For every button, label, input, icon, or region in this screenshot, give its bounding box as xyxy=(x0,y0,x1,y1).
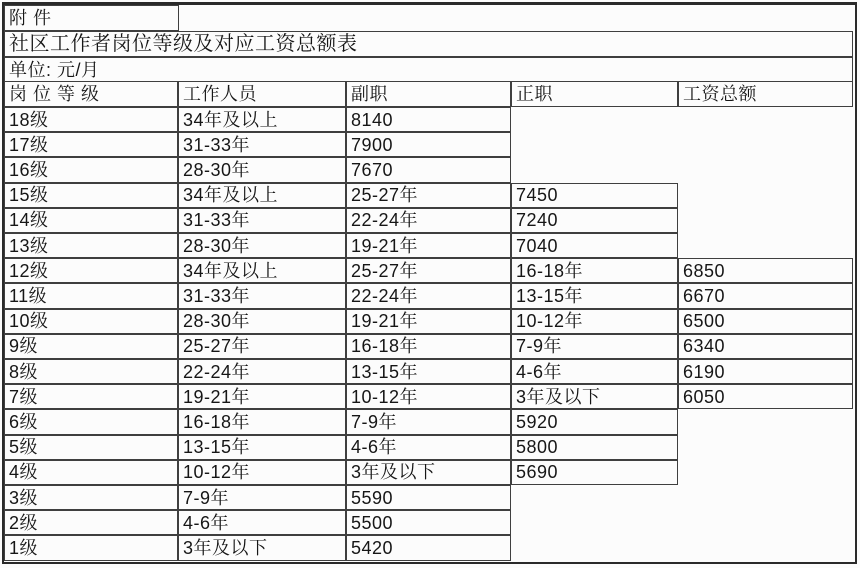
column-header: 工资总额 xyxy=(678,81,853,107)
table-cell: 6340 xyxy=(678,334,853,359)
table-cell: 3级 xyxy=(4,485,178,510)
table-cell: 6670 xyxy=(678,283,853,308)
table-cell: 13级 xyxy=(4,233,178,258)
table-cell: 16-18年 xyxy=(346,334,511,359)
table-cell: 34年及以上 xyxy=(178,258,346,283)
table-cell: 7240 xyxy=(511,208,678,233)
table-cell: 14级 xyxy=(4,208,178,233)
table-cell: 16-18年 xyxy=(178,409,346,434)
table-cell: 10-12年 xyxy=(346,384,511,409)
table-cell: 3年及以下 xyxy=(346,460,511,485)
table-cell: 31-33年 xyxy=(178,132,346,157)
table-cell: 22-24年 xyxy=(178,359,346,384)
table-cell: 7670 xyxy=(346,157,511,182)
table-cell: 31-33年 xyxy=(178,208,346,233)
table-cell: 6050 xyxy=(678,384,853,409)
table-cell: 18级 xyxy=(4,107,178,132)
attachment-label-cell: 附 件 xyxy=(4,5,179,31)
table-cell: 34年及以上 xyxy=(178,107,346,132)
table-cell: 6500 xyxy=(678,309,853,334)
table-cell: 31-33年 xyxy=(178,283,346,308)
table-cell: 8140 xyxy=(346,107,511,132)
table-cell: 12级 xyxy=(4,258,178,283)
table-title-cell: 社区工作者岗位等级及对应工资总额表 xyxy=(4,31,853,57)
table-cell: 15级 xyxy=(4,183,178,208)
table-cell: 5500 xyxy=(346,510,511,535)
table-cell: 25-27年 xyxy=(178,334,346,359)
table-cell: 4级 xyxy=(4,460,178,485)
table-cell: 28-30年 xyxy=(178,157,346,182)
table-cell: 22-24年 xyxy=(346,208,511,233)
table-cell: 5590 xyxy=(346,485,511,510)
table-cell: 2级 xyxy=(4,510,178,535)
table-cell: 7-9年 xyxy=(178,485,346,510)
column-header: 工作人员 xyxy=(178,81,346,107)
table-cell: 7450 xyxy=(511,183,678,208)
table-cell: 5级 xyxy=(4,435,178,460)
column-header: 正职 xyxy=(511,81,678,107)
table-cell: 25-27年 xyxy=(346,183,511,208)
table-cell: 6190 xyxy=(678,359,853,384)
table-cell: 19-21年 xyxy=(346,309,511,334)
table-cell: 28-30年 xyxy=(178,309,346,334)
table-cell: 6850 xyxy=(678,258,853,283)
column-header: 岗 位 等 级 xyxy=(4,81,178,107)
table-cell: 1级 xyxy=(4,535,178,560)
table-cell: 10-12年 xyxy=(178,460,346,485)
table-cell: 17级 xyxy=(4,132,178,157)
table-cell: 5690 xyxy=(511,460,678,485)
table-cell: 25-27年 xyxy=(346,258,511,283)
table-cell: 5420 xyxy=(346,535,511,560)
table-cell: 4-6年 xyxy=(511,359,678,384)
table-cell: 16-18年 xyxy=(511,258,678,283)
table-cell: 8级 xyxy=(4,359,178,384)
table-cell: 16级 xyxy=(4,157,178,182)
table-cell: 10-12年 xyxy=(511,309,678,334)
table-cell: 7级 xyxy=(4,384,178,409)
table-cell: 13-15年 xyxy=(511,283,678,308)
table-cell: 9级 xyxy=(4,334,178,359)
table-cell: 10级 xyxy=(4,309,178,334)
table-cell: 13-15年 xyxy=(346,359,511,384)
table-cell: 6级 xyxy=(4,409,178,434)
table-cell: 34年及以上 xyxy=(178,183,346,208)
table-cell: 5800 xyxy=(511,435,678,460)
table-cell: 5920 xyxy=(511,409,678,434)
table-cell: 3年及以下 xyxy=(511,384,678,409)
table-cell: 4-6年 xyxy=(346,435,511,460)
table-cell: 7-9年 xyxy=(346,409,511,434)
table-cell: 28-30年 xyxy=(178,233,346,258)
table-cell: 7-9年 xyxy=(511,334,678,359)
table-cell: 19-21年 xyxy=(178,384,346,409)
table-cell: 7900 xyxy=(346,132,511,157)
table-cell: 3年及以下 xyxy=(178,535,346,560)
column-header: 副职 xyxy=(346,81,511,107)
table-cell: 19-21年 xyxy=(346,233,511,258)
table-cell: 4-6年 xyxy=(178,510,346,535)
table-cell: 7040 xyxy=(511,233,678,258)
table-cell: 13-15年 xyxy=(178,435,346,460)
table-cell: 11级 xyxy=(4,283,178,308)
table-cell: 22-24年 xyxy=(346,283,511,308)
unit-label-cell: 单位: 元/月 xyxy=(4,57,853,82)
